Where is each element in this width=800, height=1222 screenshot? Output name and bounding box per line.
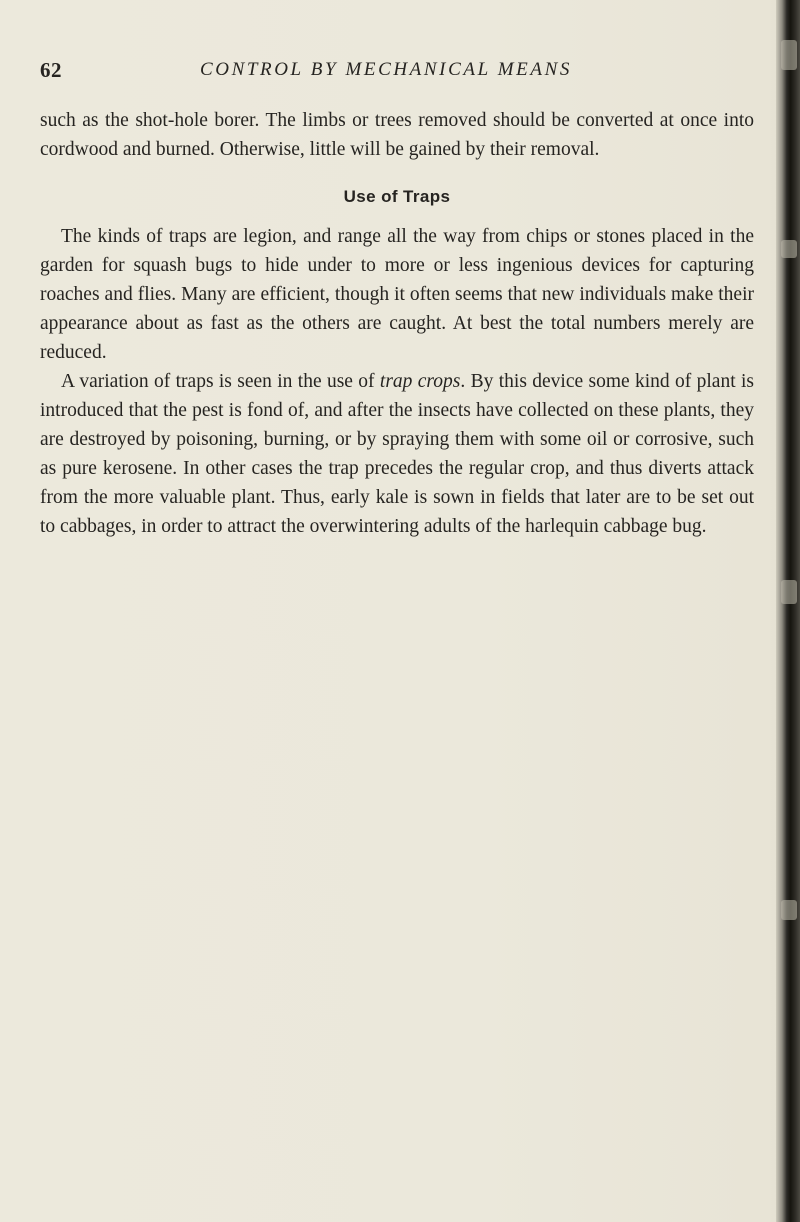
section-heading: Use of Traps <box>343 187 451 206</box>
spine-mark <box>781 240 797 258</box>
book-spine-edge <box>776 0 800 1222</box>
page-header <box>40 58 754 92</box>
trap-crops-term: trap crops <box>379 371 461 392</box>
paragraph-trap-crops-rest: . By this device some kind of plant is introduced that the pest is fond of, and after the insects have collected on these plants, they are destroyed by poisoning, burning, or by spraying them with some oil or corrosive, such as pure kerosene. In other cases the trap precedes the regular crop, and thus diverts attack from the more valuable plant. Thus, early kale is sown in fields that later are to be set out to cabbages, in order to attract the overwintering adults of the harlequin cabbage bug. <box>40 371 754 537</box>
page-body <box>40 106 754 541</box>
paragraph-trap-crops-start: A variation of traps is seen in the use of <box>61 371 380 392</box>
paragraph-trap-crops <box>40 367 754 541</box>
paragraph-traps: The kinds of traps are legion, and range all the way from chips or stones placed in the garden for squash bugs to hide under to more or less ingenious devices for capturing roaches and flies. Many are efficient, though it often seems that new individuals make their appearance about as fast as the others are caught. At best the total numbers merely are reduced. <box>40 226 754 363</box>
spine-mark <box>781 900 797 920</box>
spine-mark <box>781 580 797 604</box>
running-head: CONTROL BY MECHANICAL MEANS <box>200 59 572 80</box>
paragraph-continued: such as the shot-hole borer. The limbs or trees removed should be converted at once into cordwood and burned. Otherwise, little will be gained by their removal. <box>40 110 754 160</box>
page-number: 62 <box>40 58 62 82</box>
spine-mark <box>781 40 797 70</box>
